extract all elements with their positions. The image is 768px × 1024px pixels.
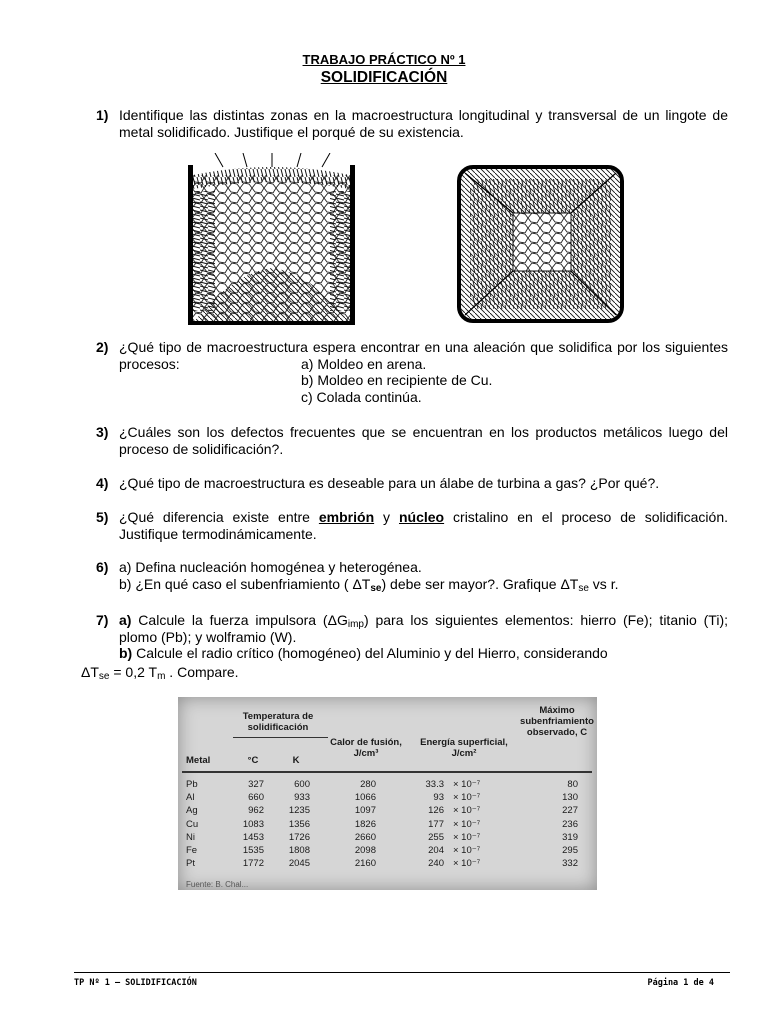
- term-embrion: embrión: [318, 509, 375, 525]
- option-a: a) Moldeo en arena.: [301, 355, 427, 372]
- text-run: vs r.: [588, 575, 619, 592]
- table-cell-calor: 2160: [354, 858, 376, 870]
- subscript: imp: [347, 619, 364, 630]
- table-cell-energia: 204: [428, 845, 444, 856]
- table-cell-calor: 2098: [354, 845, 376, 856]
- text-run: y: [374, 509, 399, 525]
- text-run: ) para los siguientes elementos: hierro (Fe); titanio (Ti); plomo (Pb); y wolframio (W).: [119, 612, 728, 645]
- question-text: ¿Cuáles son los defectos frecuentes que se encuentran en los productos metálicos luego del proceso de solidificación?.: [119, 424, 728, 457]
- footer-page-number: Página 1 de 4: [647, 978, 714, 988]
- table-cell-metal: Fe: [186, 845, 198, 856]
- table-cell-k: 1235: [288, 805, 310, 817]
- footer-left: TP Nº 1 – SOLIDIFICACIÓN: [74, 978, 197, 988]
- table-cell-energia: 255: [428, 831, 444, 843]
- question-number: 4): [96, 475, 109, 491]
- question-number: 5): [96, 509, 109, 525]
- question-3: [96, 424, 728, 457]
- question-7b-continuation: [81, 664, 713, 681]
- solidification-data-table: [178, 697, 597, 890]
- formula-line: [81, 664, 713, 681]
- table-cell-c: 1083: [242, 818, 264, 830]
- table-cell-exp: × 10⁻⁷: [453, 831, 481, 843]
- option-b: b) Moldeo en recipiente de Cu.: [301, 372, 493, 388]
- table-cell-max: 332: [562, 858, 578, 870]
- text-run: Calcule la fuerza impulsora (ΔG: [131, 612, 348, 628]
- text-run: Calcule el radio crítico (homogéneo) del Aluminio y del Hierro, considerando: [132, 645, 608, 661]
- subscript: m: [157, 671, 166, 682]
- header-subtitle: SOLIDIFICACIÓN: [320, 69, 448, 86]
- table-cell-metal: Cu: [186, 818, 199, 830]
- table-cell-k: 1356: [288, 818, 310, 830]
- table-cell-energia: 126: [428, 805, 444, 817]
- table-cell-metal: Al: [186, 792, 195, 804]
- question-number: 2): [96, 339, 109, 355]
- table-cell-metal: Pt: [186, 858, 195, 870]
- table-cell-c: 1535: [242, 845, 264, 856]
- divider: [182, 771, 592, 773]
- header-max-subcooling: Máximo subenfriamiento observado, C: [520, 705, 594, 738]
- header-calor: Calor de fusión, J/cm³: [330, 737, 402, 759]
- table-cell-metal: Ag: [186, 805, 198, 817]
- header-celsius: °C: [247, 755, 259, 766]
- question-number: 6): [96, 559, 109, 575]
- header-metal: Metal: [186, 755, 211, 766]
- question-1: [96, 107, 728, 140]
- option-c: c) Colada continúa.: [301, 388, 422, 405]
- text-run: b) ¿En qué caso el subenfriamiento ( ΔT: [119, 575, 371, 592]
- transverse-section: [459, 167, 622, 321]
- subscript: se: [98, 671, 110, 682]
- table-cell-max: 319: [562, 831, 578, 843]
- table-cell-energia: 177: [428, 818, 444, 830]
- table-cell-metal: Ni: [186, 831, 195, 843]
- text-run: ) debe ser mayor?. Grafique ΔT: [381, 575, 579, 592]
- header-temp: Temperatura de solidificación: [242, 711, 314, 733]
- subscript: se: [578, 582, 589, 594]
- table-cell-max: 130: [562, 792, 578, 804]
- text-run: ΔT: [81, 664, 99, 680]
- question-text: Identifique las distintas zonas en la macroestructura longitudinal y transversal de un lingote de metal solidificado. Justifique el porqué de su existencia.: [119, 107, 728, 140]
- table-cell-max: 80: [567, 779, 578, 790]
- table-cell-max: 295: [562, 845, 578, 856]
- header-energia: Energía superficial, J/cm²: [420, 737, 508, 759]
- question-text: ¿Qué tipo de macroestructura es deseable para un álabe de turbina a gas? ¿Por qué?.: [119, 475, 660, 491]
- table-cell-k: 1808: [288, 845, 310, 856]
- table-cell-exp: × 10⁻⁷: [453, 779, 481, 790]
- question-text: ¿Qué tipo de macroestructura espera encontrar en una aleación que solidifica por los siguientes procesos:: [119, 339, 728, 372]
- question-5: [96, 509, 728, 542]
- table-cell-calor: 280: [360, 779, 376, 790]
- table-source: Fuente: B. Chal...: [186, 880, 249, 889]
- table-cell-metal: Pb: [186, 779, 198, 790]
- table-cell-exp: × 10⁻⁷: [453, 792, 481, 804]
- table-cell-exp: × 10⁻⁷: [453, 858, 481, 870]
- table-cell-c: 327: [248, 779, 264, 790]
- table-cell-c: 962: [248, 805, 264, 817]
- question-7: [96, 612, 728, 662]
- table-cell-energia: 33.3: [425, 779, 444, 790]
- document-header: [0, 52, 768, 87]
- table-cell-max: 227: [562, 805, 578, 817]
- text-run: = 0,2 T: [109, 664, 158, 680]
- question-2: [96, 339, 728, 405]
- ingot-figures: [0, 153, 768, 325]
- question-6b: [119, 576, 728, 593]
- longitudinal-section: [188, 153, 355, 325]
- text-run: . Compare.: [165, 664, 239, 680]
- question-number: 7): [96, 612, 109, 628]
- question-text: [119, 509, 728, 542]
- question-number: 3): [96, 424, 109, 440]
- footer-divider: [74, 972, 730, 973]
- table-cell-max: 236: [562, 818, 578, 830]
- table-cell-c: 1453: [242, 831, 264, 843]
- table-cell-calor: 1066: [354, 792, 376, 804]
- text-run: cristalino en el proceso de solidificación. Justifique termodinámicamente.: [119, 509, 728, 542]
- text-run: ¿Qué diferencia existe entre: [119, 509, 319, 525]
- table-cell-exp: × 10⁻⁷: [453, 818, 481, 830]
- term-nucleo: núcleo: [398, 509, 445, 525]
- table-cell-c: 660: [248, 792, 264, 804]
- table-cell-energia: 93: [433, 792, 444, 804]
- table-cell-c: 1772: [242, 858, 264, 870]
- table-cell-k: 933: [294, 792, 310, 804]
- table-cell-k: 1726: [288, 831, 310, 843]
- question-4: [96, 475, 728, 492]
- item-label: a): [119, 612, 132, 628]
- table-cell-exp: × 10⁻⁷: [453, 805, 481, 817]
- divider: [233, 737, 328, 738]
- header-title: TRABAJO PRÁCTICO Nº 1: [302, 52, 466, 67]
- table-cell-k: 600: [294, 779, 310, 790]
- table-cell-calor: 1826: [354, 818, 376, 830]
- subscript: se: [370, 582, 382, 594]
- question-7b: [119, 645, 728, 662]
- question-6a: a) Defina nucleación homogénea y heterogénea.: [119, 559, 422, 575]
- question-number: 1): [96, 107, 109, 123]
- item-label: b): [119, 645, 133, 661]
- question-6: [96, 559, 728, 592]
- table-cell-energia: 240: [428, 858, 444, 870]
- table-cell-calor: 2660: [354, 831, 376, 843]
- question-7a: [119, 612, 728, 645]
- ingot-macrostructure-illustration: [0, 153, 768, 325]
- table-cell-k: 2045: [288, 858, 310, 870]
- table-cell-exp: × 10⁻⁷: [453, 845, 481, 856]
- header-kelvin: K: [292, 755, 300, 766]
- table-cell-calor: 1097: [354, 805, 376, 817]
